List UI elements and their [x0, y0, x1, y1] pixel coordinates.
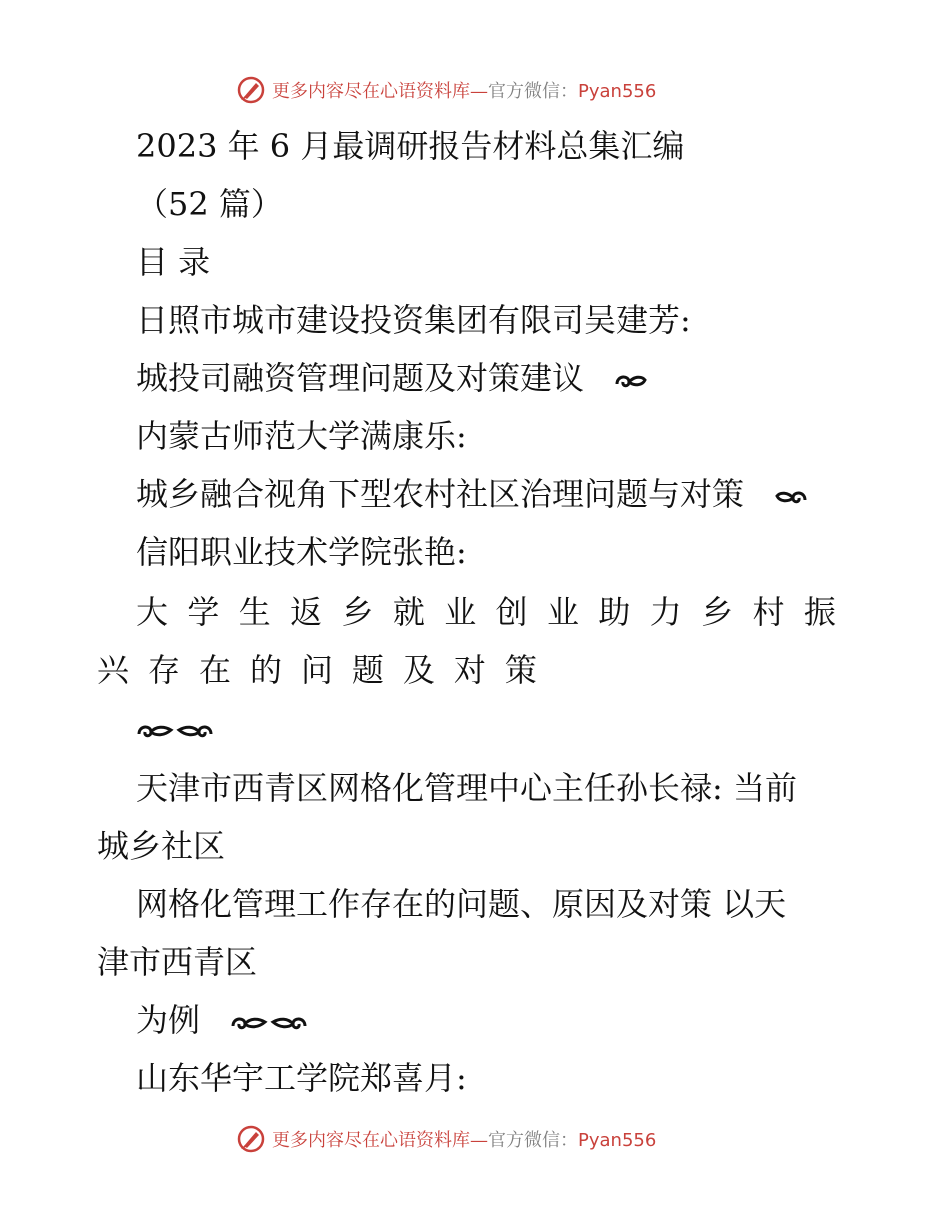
title-char: 题 — [351, 651, 384, 689]
title-char: 的 — [249, 651, 282, 689]
scroll-ornament-icon — [774, 486, 808, 508]
title-char: 村 — [752, 593, 785, 631]
toc-entry-title-text: 城投司融资管理问题及对策建议 — [136, 359, 585, 397]
toc-entry-line: 津市西青区 — [97, 943, 258, 981]
title-char: 业 — [547, 593, 580, 631]
toc-entry-title — [136, 358, 648, 398]
footer-watermark-banner — [236, 1121, 716, 1157]
toc-entry-title-row2 — [97, 650, 537, 690]
toc-entry-title-text: 城乡融合视角下型农村社区治理问题与对策 — [136, 475, 745, 513]
pen-logo-icon — [236, 75, 266, 105]
title-char: 力 — [649, 593, 682, 631]
ornament-row — [136, 712, 214, 752]
title-char: 创 — [495, 593, 528, 631]
title-char: 生 — [238, 593, 271, 631]
toc-entry-author: 日照市城市建设投资集团有限司吴建芳: — [136, 301, 691, 339]
toc-entry-author: 信阳职业技术学院张艳: — [136, 533, 467, 571]
banner-wechat-id: Pyan556 — [578, 81, 657, 102]
title-char: 乡 — [341, 593, 374, 631]
title-char: 问 — [300, 651, 333, 689]
double-scroll-ornament-icon — [230, 1011, 308, 1035]
title-char: 乡 — [701, 593, 734, 631]
title-char: 就 — [392, 593, 425, 631]
double-scroll-ornament-icon — [136, 719, 214, 743]
header-watermark-banner — [236, 72, 716, 108]
title-char: 大 — [136, 593, 169, 631]
pen-logo-icon — [236, 1124, 266, 1154]
toc-entry-line: 天津市西青区网格化管理中心主任孙长禄: 当前 — [136, 769, 797, 807]
title-char: 兴 — [97, 651, 130, 689]
title-char: 存 — [147, 651, 180, 689]
toc-entry-line: 城乡社区 — [97, 827, 226, 865]
toc-entry-line: 网格化管理工作存在的问题、原因及对策 以天 — [136, 885, 787, 923]
toc-entry-title-text: 为例 — [136, 1001, 201, 1039]
banner-text — [272, 77, 656, 103]
banner-text — [272, 1126, 656, 1152]
toc-entry-title-row1 — [136, 592, 836, 632]
banner-dash: — — [470, 1130, 488, 1151]
title-char: 返 — [290, 593, 323, 631]
toc-entry-author: 山东华宇工学院郑喜月: — [136, 1059, 467, 1097]
banner-wechat-label: 官方微信： — [488, 1130, 578, 1151]
title-char: 学 — [187, 593, 220, 631]
title-char: 策 — [504, 651, 537, 689]
title-char: 助 — [598, 593, 631, 631]
toc-heading: 目 录 — [136, 243, 211, 281]
title-char: 在 — [198, 651, 231, 689]
banner-brand-text: 更多内容尽在心语资料库 — [272, 81, 470, 102]
banner-wechat-id: Pyan556 — [578, 1130, 657, 1151]
title-char: 及 — [402, 651, 435, 689]
document-title: 2023 年 6 月最调研报告材料总集汇编 — [136, 127, 685, 165]
banner-dash: — — [470, 81, 488, 102]
banner-wechat-label: 官方微信： — [488, 81, 578, 102]
title-char: 业 — [444, 593, 477, 631]
title-char: 振 — [803, 593, 836, 631]
document-count: （52 篇） — [136, 185, 283, 223]
title-char: 对 — [453, 651, 486, 689]
toc-entry-title — [136, 474, 808, 514]
banner-brand-text: 更多内容尽在心语资料库 — [272, 1130, 470, 1151]
toc-entry-title — [136, 1000, 308, 1040]
scroll-ornament-icon — [614, 370, 648, 392]
toc-entry-author: 内蒙古师范大学满康乐: — [136, 417, 467, 455]
